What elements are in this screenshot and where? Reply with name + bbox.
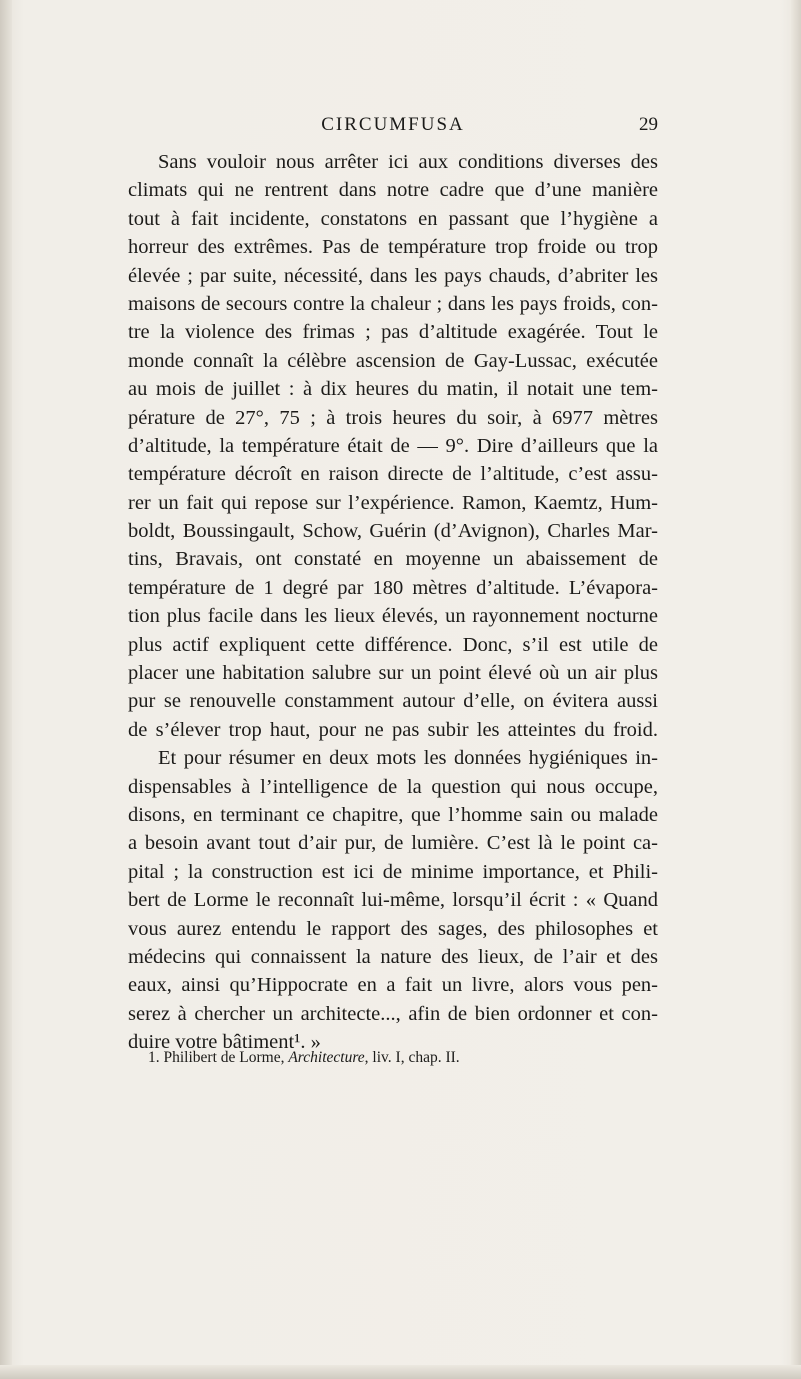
text-line: tion plus facile dans les lieux élevés, un rayonnement nocturne <box>128 605 658 628</box>
text-line: placer une habitation salubre sur un point élevé où un air plus <box>128 662 658 685</box>
text-line: horreur des extrêmes. Pas de température trop froide ou trop <box>128 236 658 259</box>
text-line: élevée ; par suite, nécessité, dans les pays chauds, d’abriter les <box>128 264 658 287</box>
text-line: a besoin avant tout d’air pur, de lumière. C’est là le point ca- <box>128 832 658 855</box>
text-line: tre la violence des frimas ; pas d’altitude exagérée. Tout le <box>128 321 658 344</box>
text-line: plus actif expliquent cette différence. Donc, s’il est utile de <box>128 633 658 656</box>
running-head <box>128 114 658 140</box>
text-line: pital ; la construction est ici de minime importance, et Phili- <box>128 860 658 883</box>
text-line: serez à chercher un architecte..., afin de bien ordonner et con- <box>128 1002 658 1025</box>
text-line: disons, en terminant ce chapitre, que l’homme sain ou malade <box>128 803 658 826</box>
footnote-work-title: Architecture <box>288 1049 365 1066</box>
body-text <box>128 148 658 1057</box>
running-title: CIRCUMFUSA <box>321 114 465 135</box>
text-line: pur se renouvelle constamment autour d’elle, on évitera aussi <box>128 690 658 713</box>
text-line: tout à fait incidente, constatons en passant que l’hygiène a <box>128 207 658 230</box>
text-line: rer un fait qui repose sur l’expérience. Ramon, Kaemtz, Hum- <box>128 491 658 514</box>
text-line: maisons de secours contre la chaleur ; dans les pays froids, con- <box>128 292 658 315</box>
text-line: Et pour résumer en deux mots les données hygiéniques in- <box>158 747 658 770</box>
text-line: d’altitude, la température était de — 9°. Dire d’ailleurs que la <box>128 434 658 457</box>
text-line: monde connaît la célèbre ascension de Gay-Lussac, exécutée <box>128 349 658 372</box>
page-number: 29 <box>639 114 658 135</box>
footnote-suffix: , liv. I, chap. II. <box>364 1049 460 1066</box>
text-line: boldt, Boussingault, Schow, Guérin (d’Avignon), Charles Mar- <box>128 520 658 543</box>
text-line: tins, Bravais, ont constaté en moyenne un abaissement de <box>128 548 658 571</box>
footnote <box>148 1048 658 1068</box>
page-binding-shadow <box>0 0 12 1379</box>
text-line: de s’élever trop haut, pour ne pas subir les atteintes du froid. <box>128 718 658 741</box>
page-edge-shadow <box>791 0 801 1379</box>
page-bottom-shadow <box>0 1365 801 1379</box>
text-line: bert de Lorme le reconnaît lui-même, lorsqu’il écrit : « Quand <box>128 889 658 912</box>
text-line: médecins qui connaissent la nature des lieux, de l’air et des <box>128 945 658 968</box>
text-line: au mois de juillet : à dix heures du matin, il notait une tem- <box>128 378 658 401</box>
text-line: duire votre bâtiment¹. » <box>128 1031 321 1054</box>
footnote-prefix: 1. Philibert de Lorme, <box>148 1049 289 1066</box>
text-line: température de 1 degré par 180 mètres d’altitude. L’évapora- <box>128 576 658 599</box>
text-line: eaux, ainsi qu’Hippocrate en a fait un livre, alors vous pen- <box>128 974 658 997</box>
text-line: vous aurez entendu le rapport des sages, des philosophes et <box>128 917 658 940</box>
text-line: pérature de 27°, 75 ; à trois heures du soir, à 6977 mètres <box>128 406 658 429</box>
text-line: dispensables à l’intelligence de la question qui nous occupe, <box>128 775 658 798</box>
text-line: climats qui ne rentrent dans notre cadre que d’une manière <box>128 179 658 202</box>
text-line: Sans vouloir nous arrêter ici aux conditions diverses des <box>158 151 658 173</box>
text-line: température décroît en raison directe de l’altitude, c’est assu- <box>128 463 658 486</box>
